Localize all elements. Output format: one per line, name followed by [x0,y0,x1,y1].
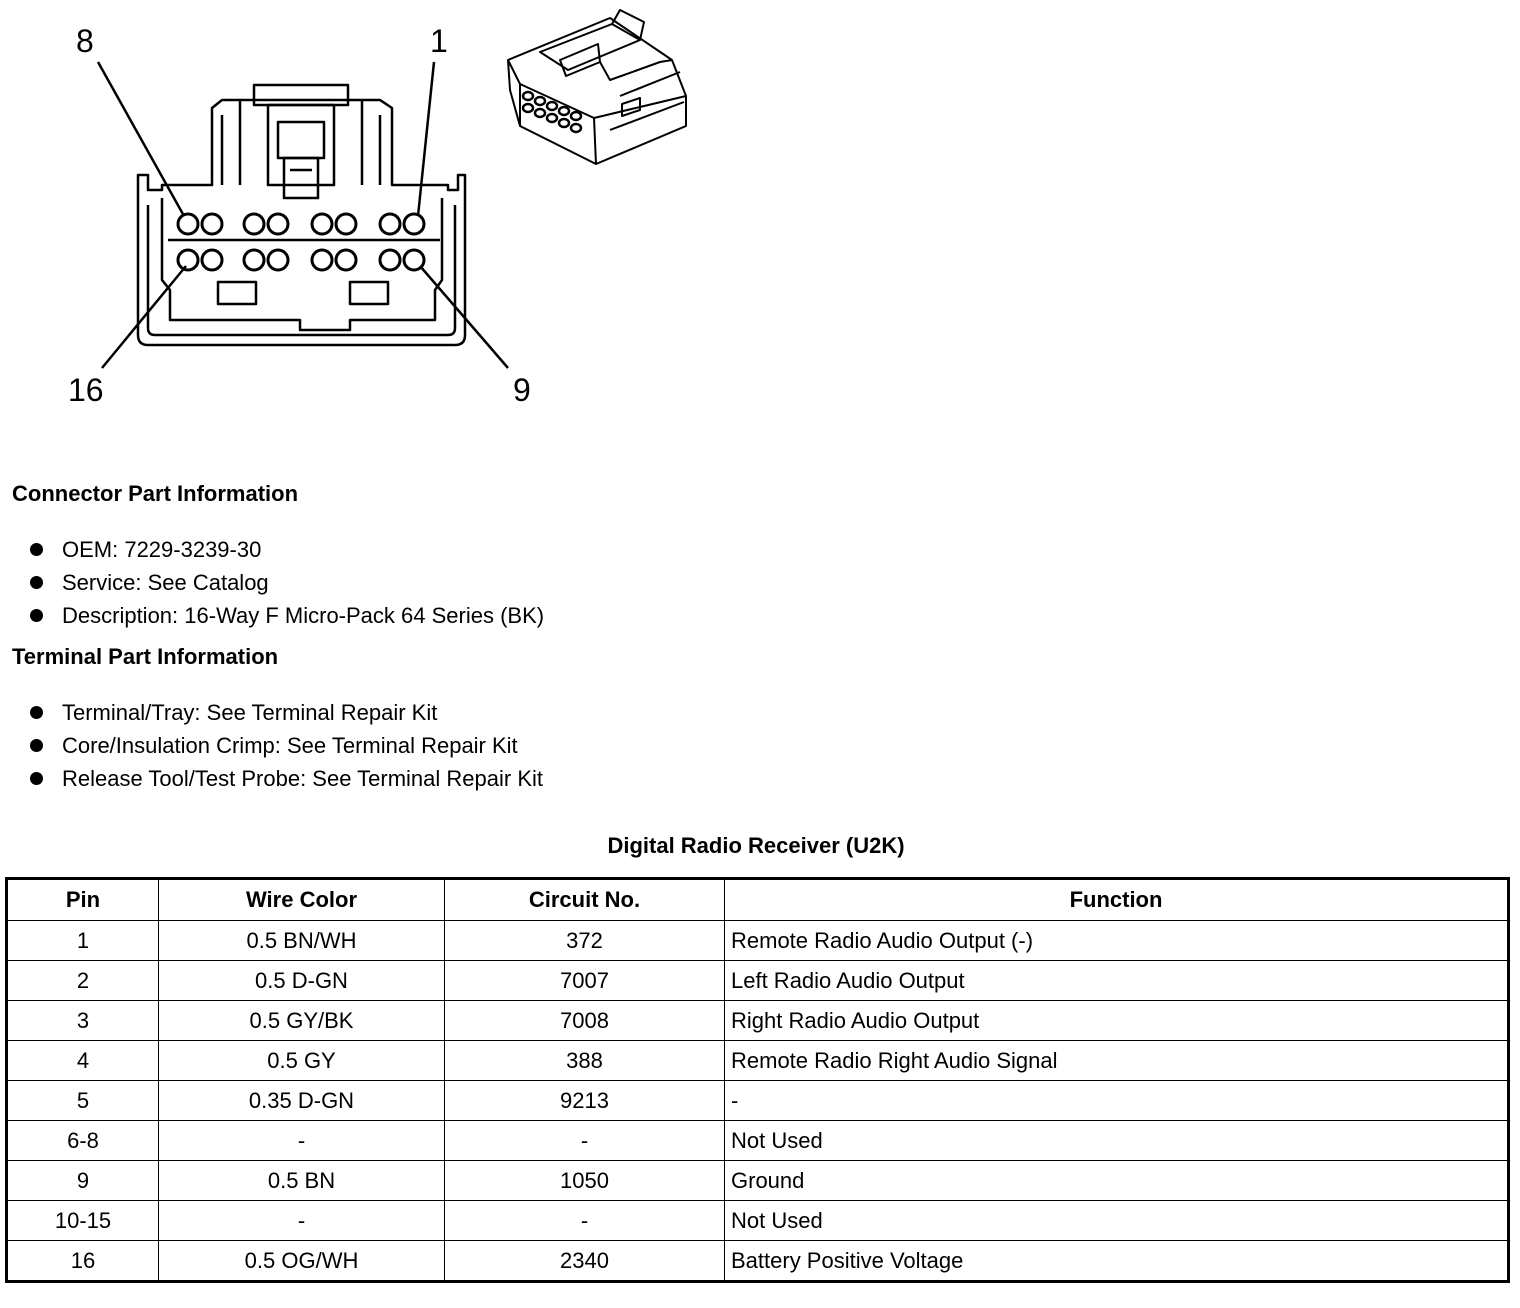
bullet-icon [30,543,43,556]
bullet-icon [30,576,43,589]
cell-pin: 9 [7,1161,159,1201]
pin-leader-lines [98,62,508,368]
cell-circuit-no: 388 [445,1041,725,1081]
cell-pin: 6-8 [7,1121,159,1161]
table-row [7,1161,1509,1201]
bullet-icon [30,739,43,752]
column-header-wire-color: Wire Color [159,879,445,921]
cell-circuit-no: 7007 [445,961,725,1001]
list-item: Core/Insulation Crimp: See Terminal Repair Kit [30,729,543,762]
cell-circuit-no: - [445,1201,725,1241]
bullet-icon [30,609,43,622]
table-row [7,1041,1509,1081]
table-row [7,1121,1509,1161]
terminal-info-list [30,696,543,795]
cell-circuit-no: - [445,1121,725,1161]
connector-face-drawing [138,85,465,345]
column-header-function: Function [725,879,1509,921]
column-header-pin: Pin [7,879,159,921]
cell-circuit-no: 9213 [445,1081,725,1121]
pin-label-9: 9 [513,372,531,408]
list-item: Service: See Catalog [30,566,544,599]
cell-wire-color: - [159,1121,445,1161]
pin-label-16: 16 [68,372,104,408]
list-item: Description: 16-Way F Micro-Pack 64 Series (BK) [30,599,544,632]
cell-function: Left Radio Audio Output [725,961,1509,1001]
cell-function: Remote Radio Right Audio Signal [725,1041,1509,1081]
table-header-row [7,879,1509,921]
bullet-icon [30,772,43,785]
cell-function: Right Radio Audio Output [725,1001,1509,1041]
cell-circuit-no: 7008 [445,1001,725,1041]
cell-wire-color: 0.5 BN [159,1161,445,1201]
cell-circuit-no: 1050 [445,1161,725,1201]
cell-pin: 2 [7,961,159,1001]
cell-function: Battery Positive Voltage [725,1241,1509,1282]
cell-function: Ground [725,1161,1509,1201]
cell-wire-color: 0.5 OG/WH [159,1241,445,1282]
connector-isometric-drawing [508,10,686,164]
pin-table [5,877,1510,1283]
table-title: Digital Radio Receiver (U2K) [607,833,905,858]
connector-diagram [0,0,720,430]
table-row [7,1081,1509,1121]
cell-function: - [725,1081,1509,1121]
cell-wire-color: 0.5 D-GN [159,961,445,1001]
top-row-cavities [178,214,424,234]
table-row [7,1241,1509,1282]
cell-pin: 1 [7,921,159,961]
table-row [7,1001,1509,1041]
cell-pin: 4 [7,1041,159,1081]
table-row [7,961,1509,1001]
bullet-icon [30,706,43,719]
cell-circuit-no: 372 [445,921,725,961]
cell-wire-color: 0.35 D-GN [159,1081,445,1121]
column-header-circuit-no: Circuit No. [445,879,725,921]
list-item: Release Tool/Test Probe: See Terminal Repair Kit [30,762,543,795]
cell-function: Not Used [725,1121,1509,1161]
cell-function: Not Used [725,1201,1509,1241]
cell-wire-color: - [159,1201,445,1241]
pin-label-8: 8 [76,23,94,59]
cell-circuit-no: 2340 [445,1241,725,1282]
cell-function: Remote Radio Audio Output (-) [725,921,1509,961]
connector-info-list [30,533,544,632]
cell-pin: 16 [7,1241,159,1282]
connector-info-heading: Connector Part Information [12,481,299,506]
list-item: OEM: 7229-3239-30 [30,533,544,566]
list-item: Terminal/Tray: See Terminal Repair Kit [30,696,543,729]
cell-pin: 3 [7,1001,159,1041]
table-row [7,1201,1509,1241]
bottom-row-cavities [178,250,424,270]
terminal-info-heading: Terminal Part Information [12,644,279,669]
table-row [7,921,1509,961]
cell-pin: 5 [7,1081,159,1121]
cell-wire-color: 0.5 BN/WH [159,921,445,961]
table-body [7,921,1509,1282]
cell-pin: 10-15 [7,1201,159,1241]
cell-wire-color: 0.5 GY [159,1041,445,1081]
cell-wire-color: 0.5 GY/BK [159,1001,445,1041]
pin-label-1: 1 [430,23,448,59]
